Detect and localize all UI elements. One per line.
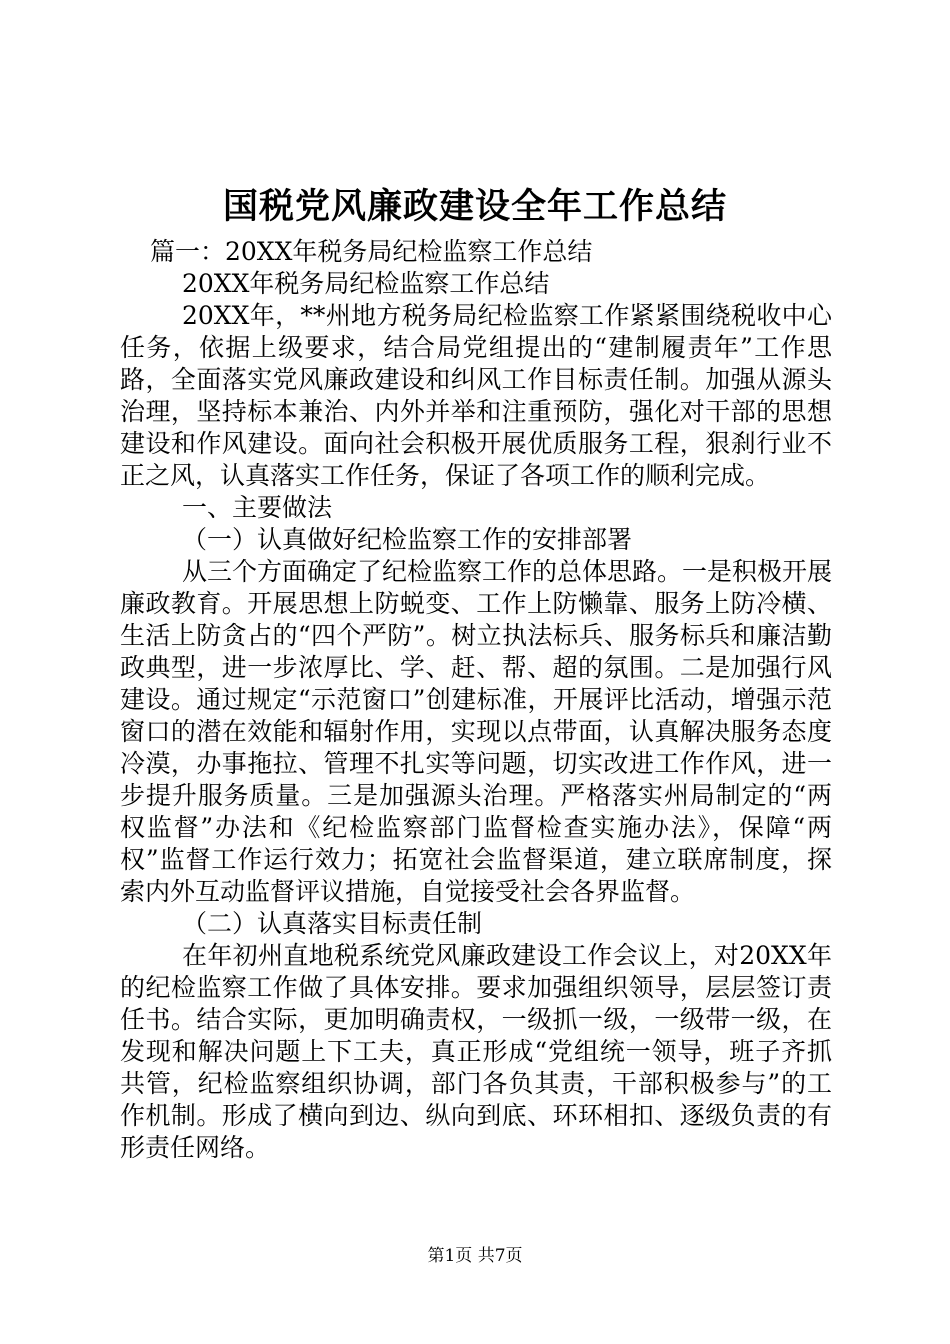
paragraph-heading-2: （二）认真落实目标责任制 xyxy=(182,909,483,938)
paragraph-body-2: 在年初州直地税系统党风廉政建设工作会议上，对20XX年的纪检监察工作做了具体安排。要求加强组织领导，层层签订责任书。结合实际，更加明确责权，一级抓一级，一级带一级，在发现和解决问题上下工夫，真正形成“党组统一领导，班子齐抓共管，纪检监察组织协调，部门各负其责，干部积极参与”的工作机制。形成了横向到边、纵向到底、环环相扣、逐级负责的有形责任网络。 xyxy=(120,941,832,1162)
paragraph-intro: 20XX年，**州地方税务局纪检监察工作紧紧围绕税收中心任务，依据上级要求，结合局党组提出的“建制履责年”工作思路，全面落实党风廉政建设和纠风工作目标责任制。加强从源头治理，坚持标本兼治、内外并举和注重预防，强化对干部的思想建设和作风建设。面向社会积极开展优质服务工程，狠刹行业不正之风，认真落实工作任务，保证了各项工作的顺利完成。 xyxy=(120,301,832,490)
paragraph-body-1: 从三个方面确定了纪检监察工作的总体思路。一是积极开展廉政教育。开展思想上防蜕变、工作上防懒靠、服务上防冷横、生活上防贪占的“四个严防”。树立执法标兵、服务标兵和廉洁勤政典型，进一步浓厚比、学、赶、帮、超的氛围。二是加强行风建设。通过规定“示范窗口”创建标准，开展评比活动，增强示范窗口的潜在效能和辐射作用，实现以点带面，认真解决服务态度冷漠，办事拖拉、管理不扎实等问题，切实改进工作作风，进一步提升服务质量。三是加强源头治理。严格落实州局制定的“两权监督”办法和《纪检监察部门监督检查实施办法》，保障“两权”监督工作运行效力；拓宽社会监督渠道，建立联席制度，探索内外互动监督评议措施，自觉接受社会各界监督。 xyxy=(120,557,833,906)
paragraph-subtitle: 20XX年税务局纪检监察工作总结 xyxy=(182,269,550,298)
document-title: 国税党风廉政建设全年工作总结 xyxy=(222,186,727,227)
page-number-footer: 第1页 共7页 xyxy=(427,1246,523,1266)
paragraph-heading-1: （一）认真做好纪检监察工作的安排部署 xyxy=(182,525,633,554)
paragraph-heading-main-methods: 一、主要做法 xyxy=(182,493,333,522)
document-body xyxy=(120,236,832,1164)
paragraph-section-heading: 篇一：20XX年税务局纪检监察工作总结 xyxy=(150,237,593,266)
